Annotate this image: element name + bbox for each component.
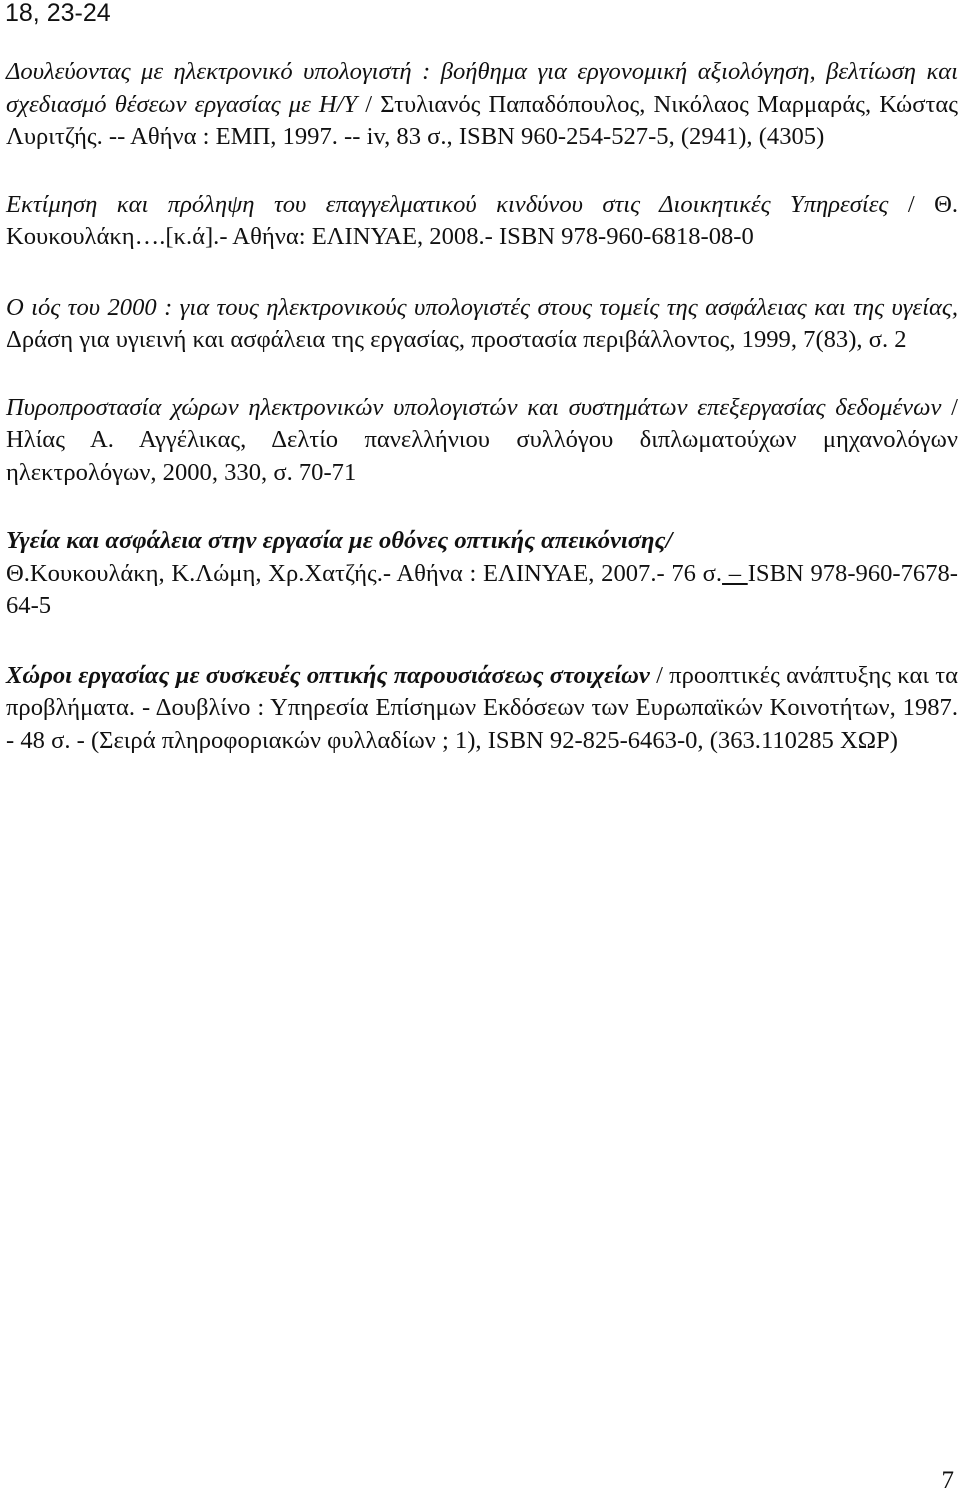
entry-details: / Ηλίας Α. Αγγέλικας, Δελτίο πανελλήνιου συλλόγου διπλωματούχων μηχανολόγων ηλεκτρολόγων, 2000, 330, σ. 70-71 bbox=[6, 393, 959, 486]
page-reference: 18, 23-24 bbox=[5, 0, 111, 27]
entry-title: Υγεία και ασφάλεια στην εργασία με οθόνες οπτικής απεικόνισης/ bbox=[6, 527, 673, 554]
entry-title: Ο ιός του 2000 : για τους ηλεκτρονικούς υπολογιστές στους τομείς της ασφάλειας και της υγείας, bbox=[6, 293, 958, 321]
entry-details: Θ.Κουκουλάκη, Κ.Λώμη, Χρ.Χατζής.- Αθήνα : ΕΛΙΝΥΑΕ, 2007.- 76 σ. bbox=[6, 559, 723, 587]
entry-details: / Θ. Κουκουλάκη….[κ.ά].- Αθήνα: ΕΛΙΝΥΑΕ, 2008.- ISBN 978-960-6818-08-0 bbox=[6, 190, 958, 250]
entry-details: Δράση για υγιεινή και ασφάλεια της εργασίας, προστασία περιβάλλοντος, 1999, 7(83), σ. 2 bbox=[6, 326, 907, 353]
entry-details: / Στυλιανός Παπαδόπουλος, Νικόλαος Μαρμαράς, Κώστας Λυριτζής. -- Αθήνα : ΕΜΠ, 1997. -- iv, 83 σ., ISBN 960-254-527-5, (2941), (4305) bbox=[6, 90, 958, 150]
bibliography-entry bbox=[6, 660, 958, 758]
entry-title: Δουλεύοντας με ηλεκτρονικό υπολογιστή : βοήθημα για εργονομική αξιολόγηση, βελτίωση και σχεδιασμό θέσεων εργασίας με Η/Υ bbox=[6, 58, 958, 118]
entry-title: Πυροπροστασία χώρων ηλεκτρονικών υπολογιστών και συστημάτων επεξεργασίας δεδομένων bbox=[6, 393, 942, 421]
bibliography-entry bbox=[6, 56, 958, 154]
bibliography-entry bbox=[6, 525, 958, 623]
entry-dash: – bbox=[722, 559, 748, 587]
entry-details: / προοπτικές ανάπτυξης και τα προβλήματα. - Δουβλίνο : Υπηρεσία Επίσημων Εκδόσεων των Ευρωπαϊκών Κοινοτήτων, 1987. - 48 σ. - (Σειρά πληροφοριακών φυλλαδίων ; 1), ISBN 92-825-6463-0, (363.110285 ΧΩΡ) bbox=[6, 661, 958, 754]
bibliography-entry bbox=[6, 392, 958, 490]
entry-title: Εκτίμηση και πρόληψη του επαγγελματικού κινδύνου στις Διοικητικές Υπηρεσίες bbox=[6, 190, 889, 218]
bibliography-entry bbox=[6, 292, 958, 357]
entry-isbn: ISBN 978-960-7678-64-5 bbox=[6, 559, 958, 619]
bibliography-entry bbox=[6, 189, 958, 254]
page-number: 7 bbox=[941, 1467, 954, 1494]
entry-title: Χώροι εργασίας με συσκευές οπτικής παρουσιάσεως στοιχείων bbox=[6, 661, 650, 689]
bibliography-list bbox=[6, 56, 958, 794]
